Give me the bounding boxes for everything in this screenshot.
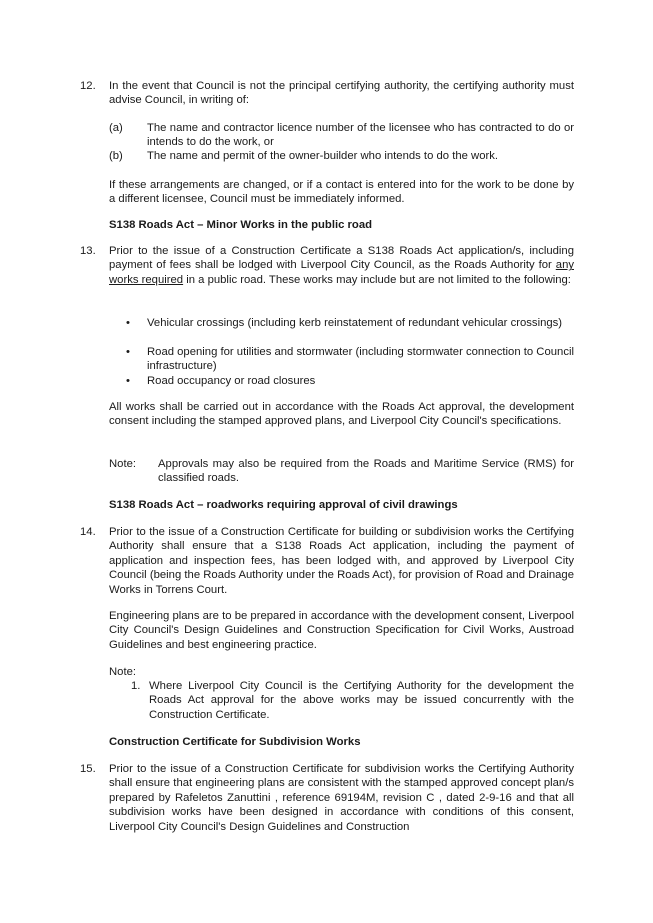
section-heading: Construction Certificate for Subdivision Works (109, 736, 361, 748)
clause-number: 13. (80, 245, 96, 257)
bullet-text: Road opening for utilities and stormwater (including stormwater connection to Council infrastructure) (147, 346, 574, 373)
clause-text: Prior to the issue of a Construction Certificate a S138 Roads Act application/s, including payment of fees shall be lodged with Liverpool City Council, as the Roads Authority for any works required in a public road. These works may include but are not limited to the following: (109, 245, 574, 286)
bullet-text: Road occupancy or road closures (147, 375, 316, 387)
paragraph: Engineering plans are to be prepared in accordance with the development consent, Liverpool City Council's Design Guidelines and Construction Specification for Civil Works, Austroad Guidelines and best engineering practice. (109, 610, 574, 651)
item-label: (a) (109, 122, 123, 134)
note-text: Where Liverpool City Council is the Certifying Authority for the development the Roads Act approval for the above works may be issued concurrently with the Construction Certificate. (149, 680, 574, 721)
bullet-glyph: • (126, 346, 130, 358)
note-text: Approvals may also be required from the Roads and Maritime Service (RMS) for classified roads. (158, 458, 574, 485)
clause-text: Prior to the issue of a Construction Certificate for building or subdivision works the Certifying Authority shall ensure that a S138 Roads Act application, including the payment of application and inspection fees, has been lodged with, and approved by Liverpool City Council (being the Roads Authority under the Roads Act), for provision of Road and Drainage Works in Torrens Court. (109, 526, 574, 596)
note-number: 1. (131, 680, 141, 692)
paragraph: All works shall be carried out in accordance with the Roads Act approval, the development consent including the stamped approved plans, and Liverpool City Council's specifications. (109, 401, 574, 428)
clause-number: 15. (80, 763, 96, 775)
clause-number: 14. (80, 526, 96, 538)
bullet-text: Vehicular crossings (including kerb reinstatement of redundant vehicular crossings) (147, 317, 563, 329)
section-heading: S138 Roads Act – Minor Works in the public road (109, 219, 373, 231)
note-label: Note: (109, 666, 137, 678)
bullet-glyph: • (126, 375, 130, 387)
item-label: (b) (109, 150, 123, 162)
note-label: Note: (109, 458, 137, 470)
item-text: The name and contractor licence number of the licensee who has contracted to do or intends to do the work, or (147, 122, 574, 149)
item-text: The name and permit of the owner-builder who intends to do the work. (147, 150, 499, 162)
paragraph: If these arrangements are changed, or if a contact is entered into for the work to be done by a different licensee, Council must be immediately informed. (109, 179, 574, 206)
clause-text: In the event that Council is not the principal certifying authority, the certifying authority must advise Council, in writing of: (109, 80, 574, 107)
section-heading: S138 Roads Act – roadworks requiring approval of civil drawings (109, 499, 458, 511)
clause-text: Prior to the issue of a Construction Certificate for subdivision works the Certifying Authority shall ensure that engineering plans are consistent with the stamped approved concept plan/s prepared by Rafeletos Zanuttini , reference 69194M, revision C , dated 2-9-16 and that all subdivision works have been designed in accordance with conditions of this consent, Liverpool City Council's Design Guidelines and Construction (109, 763, 574, 833)
clause-number: 12. (80, 80, 96, 92)
bullet-glyph: • (126, 317, 130, 329)
